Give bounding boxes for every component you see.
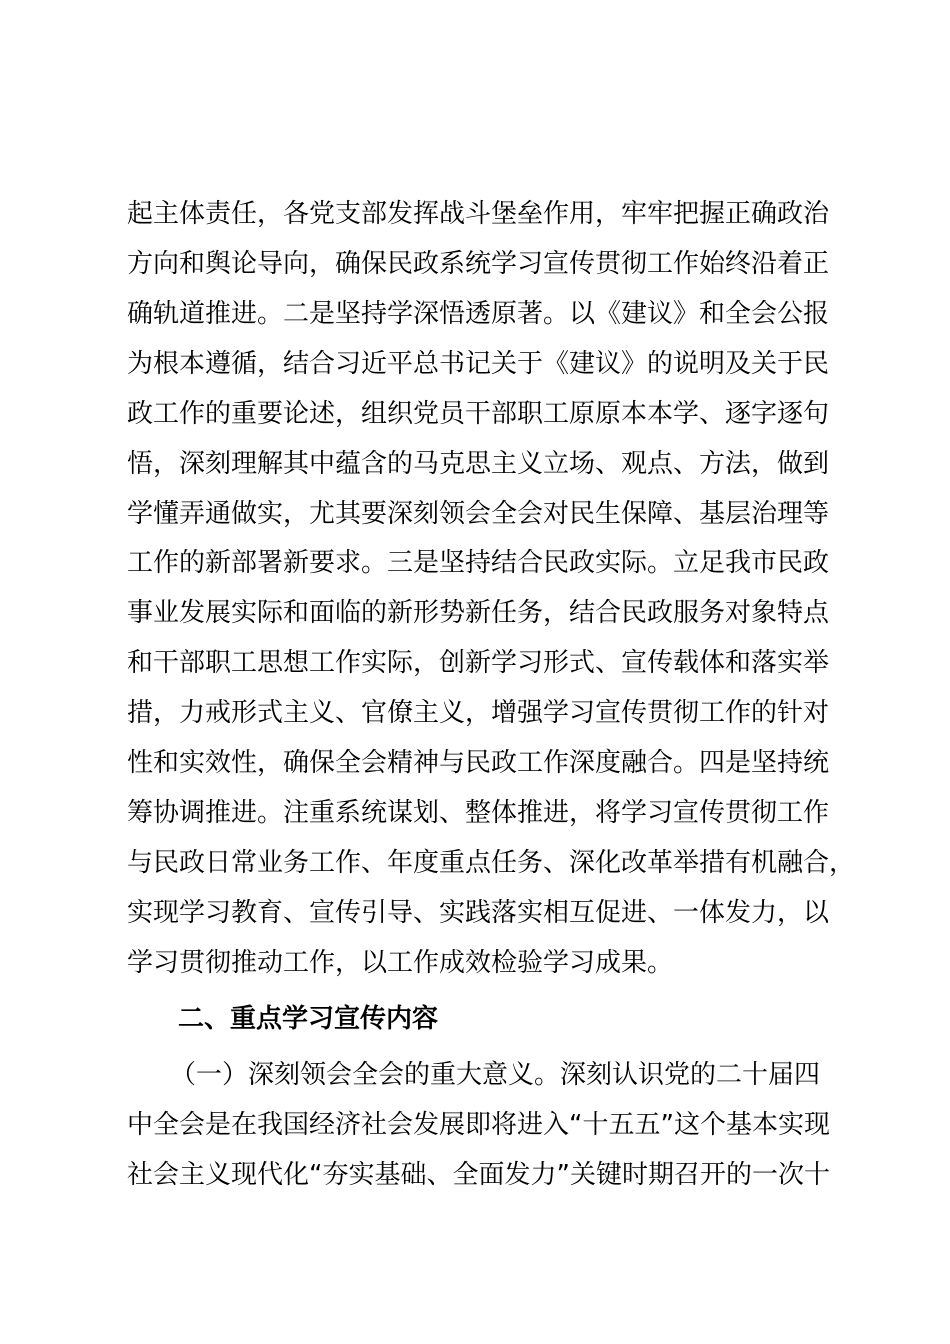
paragraph-line: 事业发展实际和面临的新形势新任务，结合民政服务对象特点 bbox=[127, 598, 830, 628]
paragraph-line: 确轨道推进。二是坚持学深悟透原著。以《建议》和全会公报 bbox=[127, 299, 830, 329]
section-heading: 二、重点学习宣传内容 bbox=[178, 1004, 439, 1034]
paragraph-line: 政工作的重要论述，组织党员干部职工原原本本学、逐字逐句 bbox=[127, 399, 830, 429]
paragraph-line: 工作的新部署新要求。三是坚持结合民政实际。立足我市民政 bbox=[127, 548, 830, 578]
paragraph-line: 筹协调推进。注重系统谋划、整体推进，将学习宣传贯彻工作 bbox=[127, 798, 830, 828]
paragraph-line: 方向和舆论导向，确保民政系统学习宣传贯彻工作始终沿着正 bbox=[127, 249, 830, 279]
paragraph-line: 中全会是在我国经济社会发展即将进入“十五五”这个基本实现 bbox=[127, 1110, 830, 1140]
paragraph-line: 为根本遵循，结合习近平总书记关于《建议》的说明及关于民 bbox=[127, 349, 830, 379]
paragraph-line: 学习贯彻推动工作，以工作成效检验学习成果。 bbox=[127, 948, 674, 978]
paragraph-line: 悟，深刻理解其中蕴含的马克思主义立场、观点、方法，做到 bbox=[127, 449, 830, 479]
paragraph-line: 和干部职工思想工作实际，创新学习形式、宣传载体和落实举 bbox=[127, 648, 830, 678]
paragraph-line: 实现学习教育、宣传引导、实践落实相互促进、一体发力，以 bbox=[127, 898, 830, 928]
paragraph-line: 社会主义现代化“夯实基础、全面发力”关键时期召开的一次十 bbox=[127, 1160, 830, 1190]
paragraph-line: 措，力戒形式主义、官僚主义，增强学习宣传贯彻工作的针对 bbox=[127, 698, 830, 728]
paragraph-line: 性和实效性，确保全会精神与民政工作深度融合。四是坚持统 bbox=[127, 748, 830, 778]
paragraph-line: 起主体责任，各党支部发挥战斗堡垒作用，牢牢把握正确政治 bbox=[127, 199, 830, 229]
paragraph-line: 学懂弄通做实，尤其要深刻领会全会对民生保障、基层治理等 bbox=[127, 499, 830, 529]
paragraph-line: 与民政日常业务工作、年度重点任务、深化改革举措有机融合， bbox=[127, 848, 856, 878]
paragraph-line: （一）深刻领会全会的重大意义。深刻认识党的二十届四 bbox=[170, 1060, 821, 1090]
